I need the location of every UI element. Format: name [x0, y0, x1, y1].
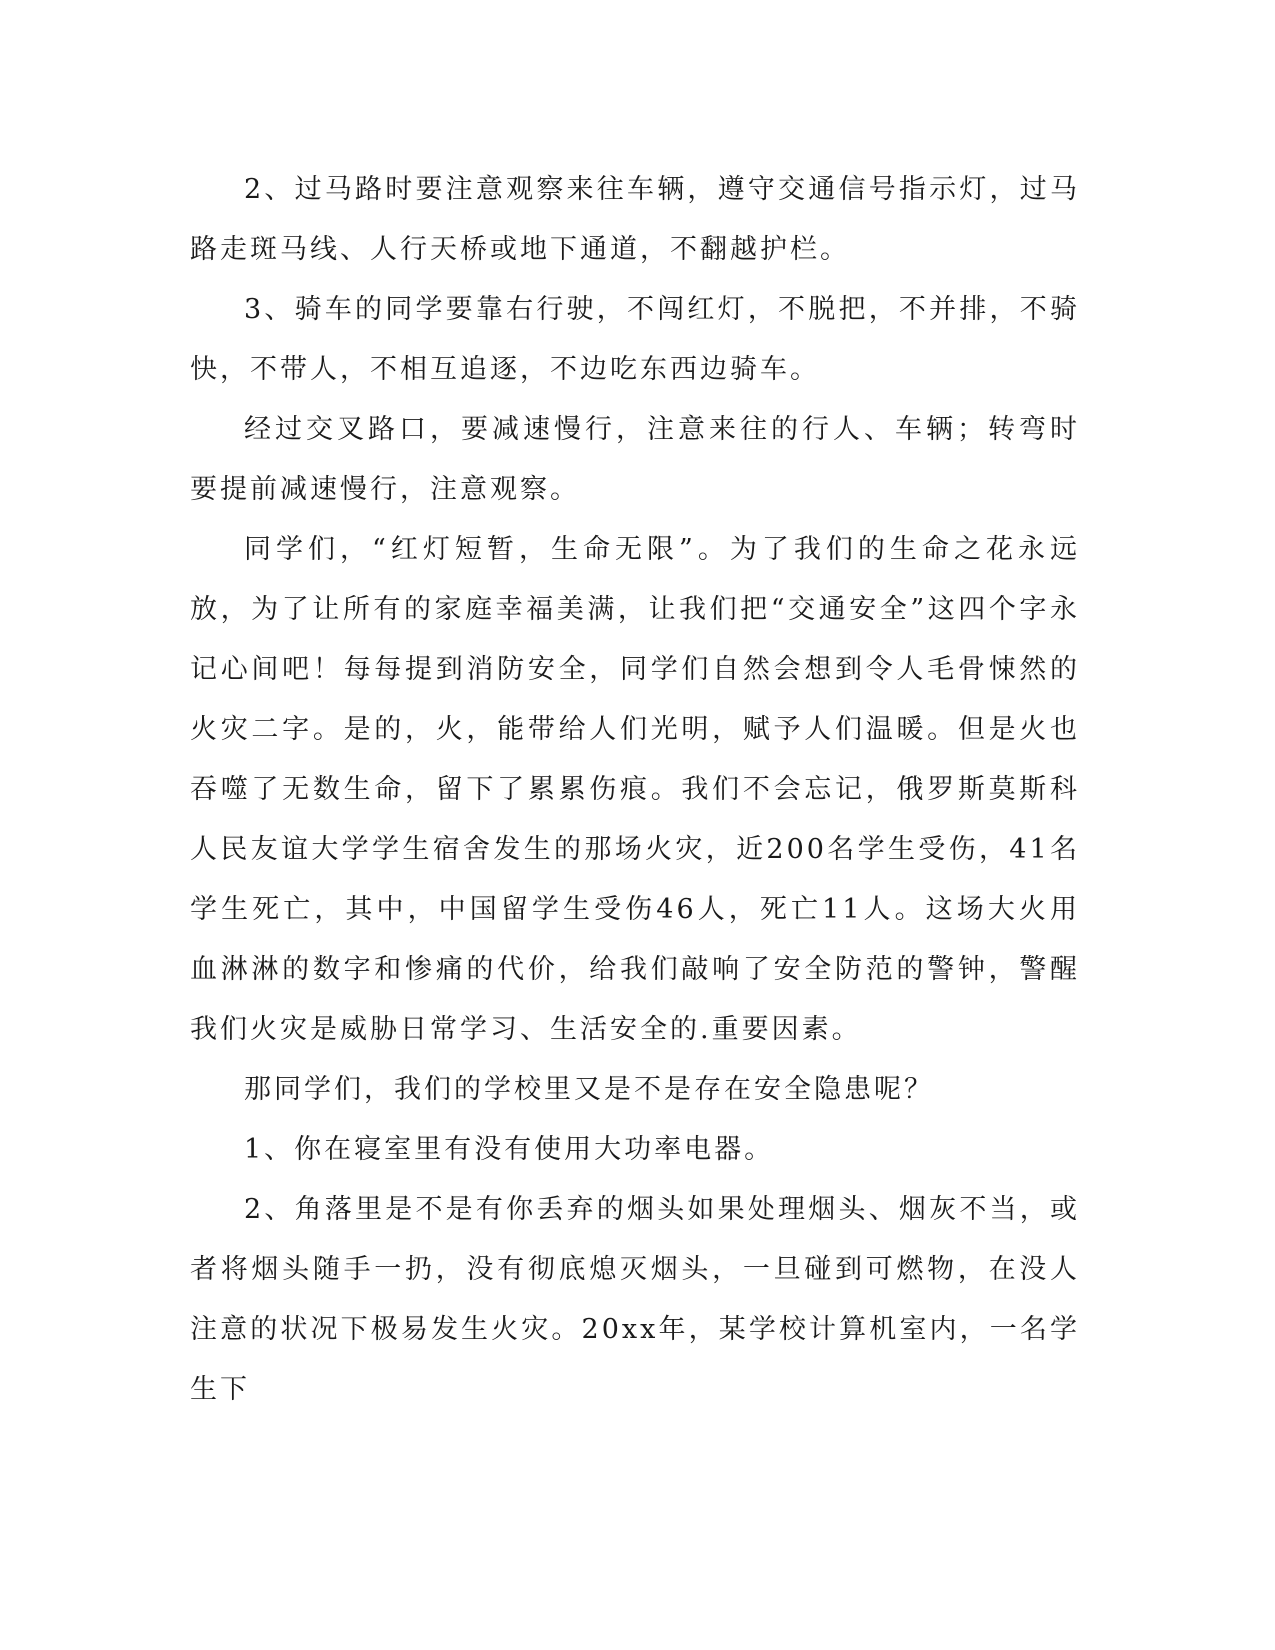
paragraph-crossing-road: 2、过马路时要注意观察来往车辆，遵守交通信号指示灯，过马路走斑马线、人行天桥或地下通道，不翻越护栏。	[190, 174, 1080, 265]
document-body	[190, 160, 1080, 1420]
paragraph-fire-safety: 同学们，“红灯短暂，生命无限”。为了我们的生命之花永远放，为了让所有的家庭幸福美满，让我们把“交通安全”这四个字永记心间吧！每每提到消防安全，同学们自然会想到令人毛骨悚然的火灾二字。是的，火，能带给人们光明，赋予人们温暖。但是火也吞噬了无数生命，留下了累累伤痕。我们不会忘记，俄罗斯莫斯科人民友谊大学学生宿舍发生的那场火灾，近200名学生受伤，41名学生死亡，其中，中国留学生受伤46人，死亡11人。这场大火用血淋淋的数字和惨痛的代价，给我们敲响了安全防范的警钟，警醒我们火灾是威胁日常学习、生活安全的.重要因素。	[190, 534, 1080, 1045]
paragraph-cycling-rules: 3、骑车的同学要靠右行驶，不闯红灯，不脱把，不并排，不骑快，不带人，不相互追逐，不边吃东西边骑车。	[190, 294, 1080, 385]
paragraph-high-power-appliances: 1、你在寝室里有没有使用大功率电器。	[244, 1134, 775, 1165]
paragraph-school-hazards-question: 那同学们，我们的学校里又是不是存在安全隐患呢？	[244, 1074, 934, 1105]
paragraph-cigarette-butts: 2、角落里是不是有你丢弃的烟头如果处理烟头、烟灰不当，或者将烟头随手一扔，没有彻底熄灭烟头，一旦碰到可燃物，在没人注意的状况下极易发生火灾。20xx年，某学校计算机室内，一名学生下	[190, 1194, 1080, 1405]
paragraph-intersection: 经过交叉路口，要减速慢行，注意来往的行人、车辆；转弯时要提前减速慢行，注意观察。	[190, 414, 1080, 505]
